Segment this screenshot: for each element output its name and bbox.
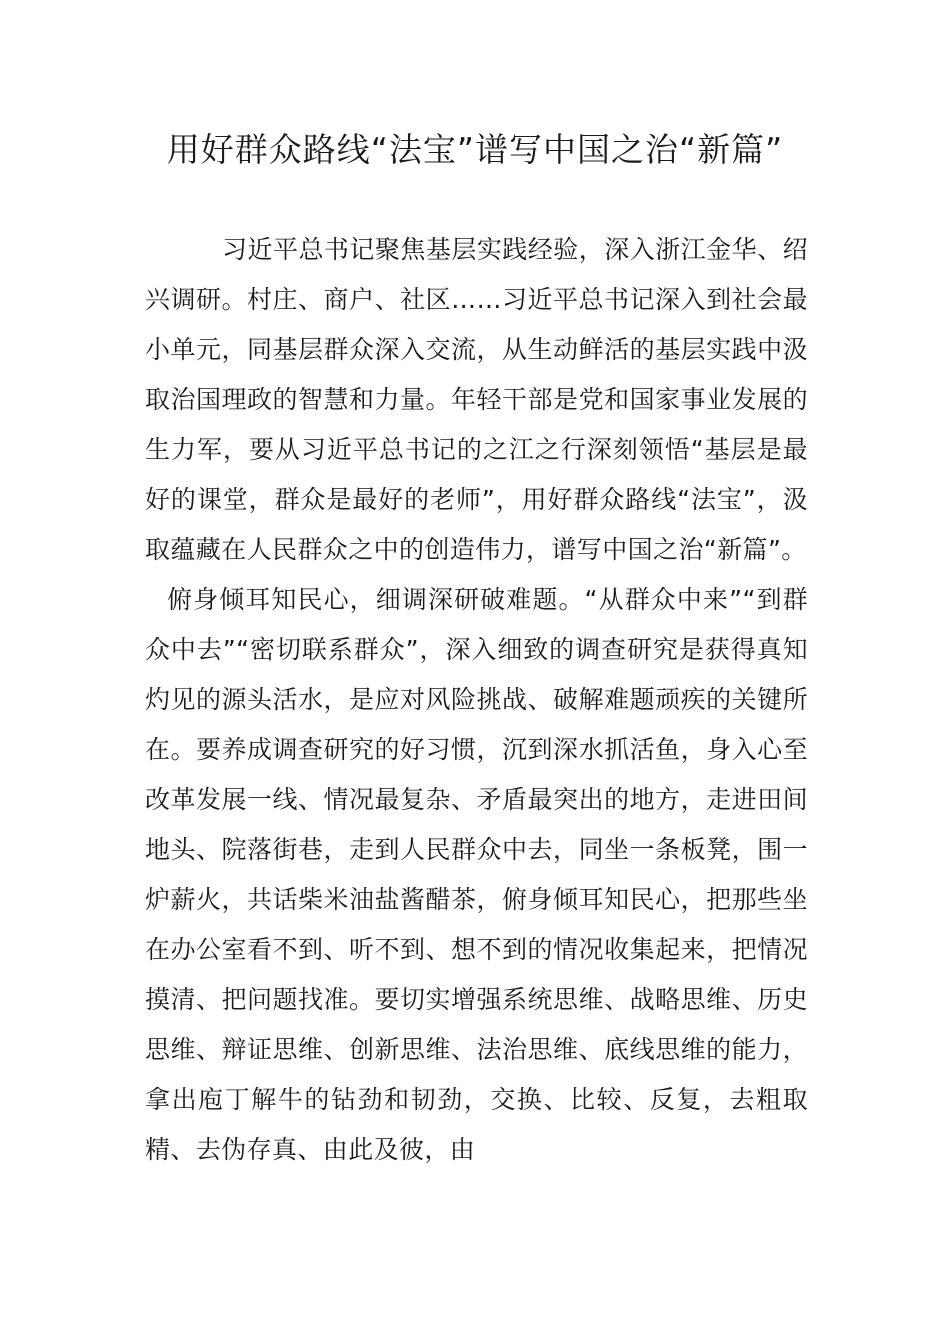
document-body [145, 225, 808, 1175]
document-title: 用好群众路线“法宝”谱写中国之治“新篇” [166, 130, 784, 169]
paragraph-2: 俯身倾耳知民心，细调深研破难题。“从群众中来”“到群众中去”“密切联系群众”，深入细致的调查研究是获得真知灼见的源头活水，是应对风险挑战、破解难题顽疾的关键所在。要养成调查研究的好习惯，沉到深水抓活鱼，身入心至改革发展一线、情况最复杂、矛盾最突出的地方，走进田间地头、院落街巷，走到人民群众中去，同坐一条板凳，围一炉薪火，共话柴米油盐酱醋茶，俯身倾耳知民心，把那些坐在办公室看不到、听不到、想不到的情况收集起来，把情况摸清、把问题找准。要切实增强系统思维、战略思维、历史思维、辩证思维、创新思维、法治思维、底线思维的能力，拿出庖丁解牛的钻劲和韧劲，交换、比较、反复，去粗取精、去伪存真、由此及彼，由 [145, 585, 808, 1164]
paragraph-1: 习近平总书记聚焦基层实践经验，深入浙江金华、绍兴调研。村庄、商户、社区……习近平总书记深入到社会最小单元，同基层群众深入交流，从生动鲜活的基层实践中汲取治国理政的智慧和力量。年轻干部是党和国家事业发展的生力军，要从习近平总书记的之江之行深刻领悟“基层是最好的课堂，群众是最好的老师”，用好群众路线“法宝”，汲取蕴藏在人民群众之中的创造伟力，谱写中国之治“新篇”。 [145, 235, 808, 564]
